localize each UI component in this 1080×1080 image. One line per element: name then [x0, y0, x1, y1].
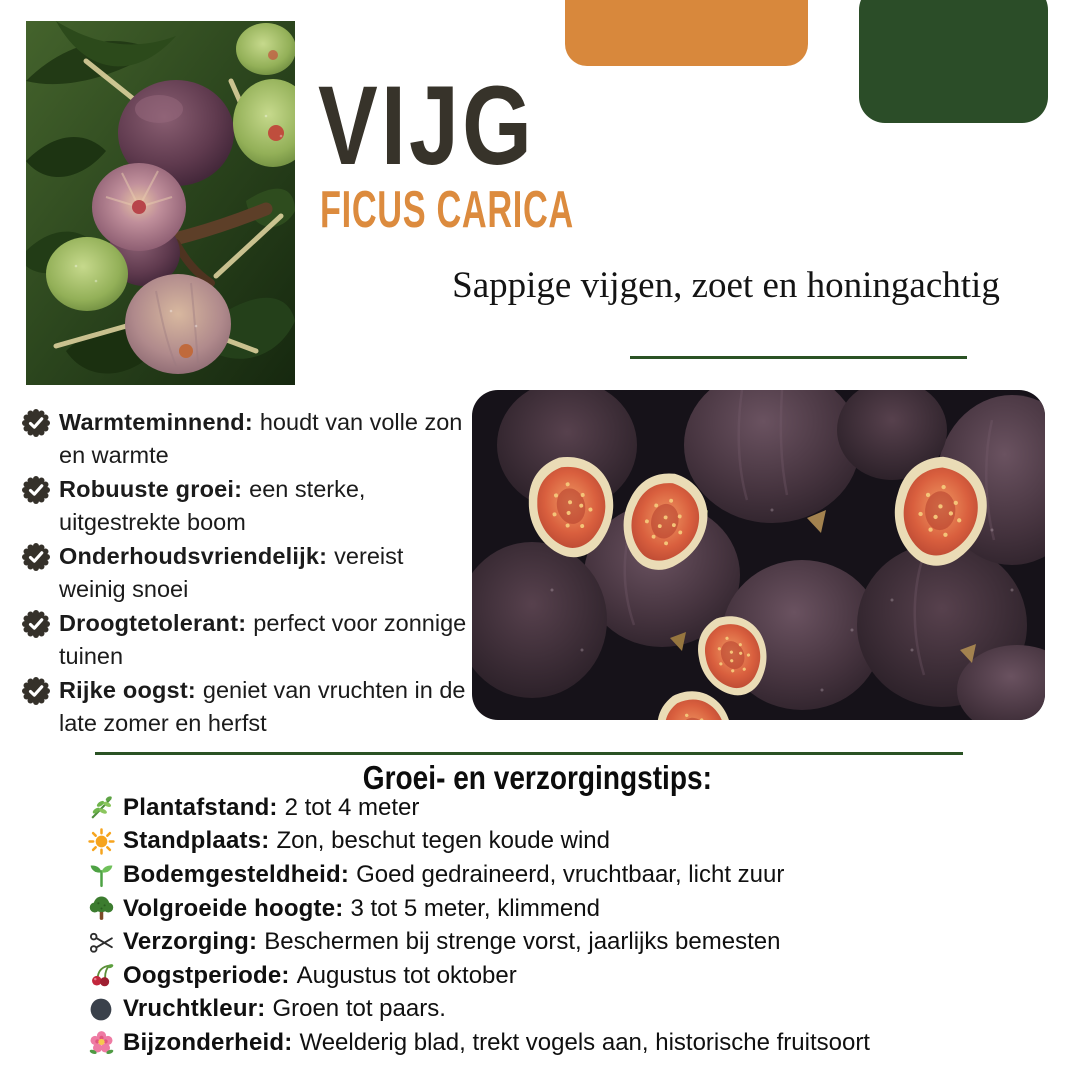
feature-text	[59, 473, 365, 540]
fig-branch-photo	[26, 21, 295, 385]
feature-line2: late zomer en herfst	[59, 710, 267, 737]
feature-line1: houdt van volle zon	[259, 409, 463, 435]
feature-item	[22, 540, 474, 607]
feature-item	[22, 406, 474, 473]
tagline-divider-line	[630, 356, 967, 359]
cherries-icon	[88, 962, 115, 989]
tip-item	[88, 925, 1048, 959]
herb-icon	[88, 794, 115, 821]
feature-label: Rijke oogst:	[59, 677, 196, 703]
seedling-icon	[88, 861, 115, 888]
check-seal-icon	[22, 677, 50, 705]
feature-line2: tuinen	[59, 643, 124, 670]
page-title: VIJG	[318, 63, 535, 188]
scissors-icon	[88, 929, 115, 956]
tip-value: Zon, beschut tegen koude wind	[276, 827, 610, 855]
tip-value: Weelderig blad, trekt vogels aan, historische fruitsoort	[299, 1028, 870, 1056]
check-seal-icon	[22, 610, 50, 638]
feature-line1: perfect voor zonnige	[253, 610, 467, 636]
tip-item	[88, 858, 1048, 892]
feature-item	[22, 674, 474, 741]
tip-item	[88, 993, 1048, 1027]
feature-line2: uitgestrekte boom	[59, 509, 246, 536]
tip-value: Groen tot paars.	[272, 995, 446, 1023]
latin-name-subtitle: FICUS CARICA	[320, 181, 574, 239]
tree-icon	[88, 895, 115, 922]
feature-label: Droogtetolerant:	[59, 610, 247, 636]
green-accent-shape	[859, 0, 1048, 123]
section-divider-line	[95, 752, 963, 755]
tips-list	[88, 791, 1048, 1060]
tip-value: Goed gedraineerd, vruchtbaar, licht zuur	[356, 860, 785, 888]
hibiscus-icon	[88, 1029, 115, 1056]
feature-label: Onderhoudsvriendelijk:	[59, 543, 328, 569]
fig-halves-photo	[472, 390, 1045, 720]
black-circle-icon	[88, 996, 115, 1023]
tip-item	[88, 825, 1048, 859]
feature-text	[59, 540, 403, 607]
feature-line2: en warmte	[59, 442, 169, 469]
feature-item	[22, 473, 474, 540]
tip-value: 3 tot 5 meter, klimmend	[350, 894, 600, 922]
tip-value: Beschermen bij strenge vorst, jaarlijks bemesten	[264, 928, 781, 956]
orange-accent-shape	[565, 0, 808, 66]
feature-label: Warmteminnend:	[59, 409, 253, 435]
tip-label: Vruchtkleur:	[123, 995, 266, 1023]
tip-value: 2 tot 4 meter	[284, 793, 420, 821]
feature-item	[22, 607, 474, 674]
feature-label: Robuuste groei:	[59, 476, 243, 502]
feature-text	[59, 406, 462, 473]
fig-halves-illustration	[472, 390, 1045, 720]
tip-label: Bijzonderheid:	[123, 1028, 293, 1056]
feature-line1: een sterke,	[249, 476, 366, 502]
tip-item	[88, 892, 1048, 926]
check-seal-icon	[22, 476, 50, 504]
tip-label: Verzorging:	[123, 928, 258, 956]
feature-line1: geniet van vruchten in de	[202, 677, 466, 703]
tip-label: Bodemgesteldheid:	[123, 860, 350, 888]
tip-label: Standplaats:	[123, 827, 270, 855]
tip-item	[88, 959, 1048, 993]
tip-label: Volgroeide hoogte:	[123, 894, 344, 922]
feature-text	[59, 607, 466, 674]
fig-branch-illustration	[26, 21, 295, 385]
feature-line2: weinig snoei	[59, 576, 189, 603]
check-seal-icon	[22, 409, 50, 437]
feature-line1: vereist	[334, 543, 404, 569]
tip-item	[88, 1026, 1048, 1060]
sun-icon	[88, 828, 115, 855]
tip-label: Oogstperiode:	[123, 961, 290, 989]
tip-label: Plantafstand:	[123, 793, 278, 821]
tip-item	[88, 791, 1048, 825]
feature-checklist	[22, 406, 474, 741]
tips-heading-text: Groei- en verzorgingstips:	[362, 759, 713, 796]
tagline: Sappige vijgen, zoet en honingachtig	[452, 265, 1000, 306]
check-seal-icon	[22, 543, 50, 571]
tip-value: Augustus tot oktober	[296, 961, 517, 989]
feature-text	[59, 674, 466, 741]
